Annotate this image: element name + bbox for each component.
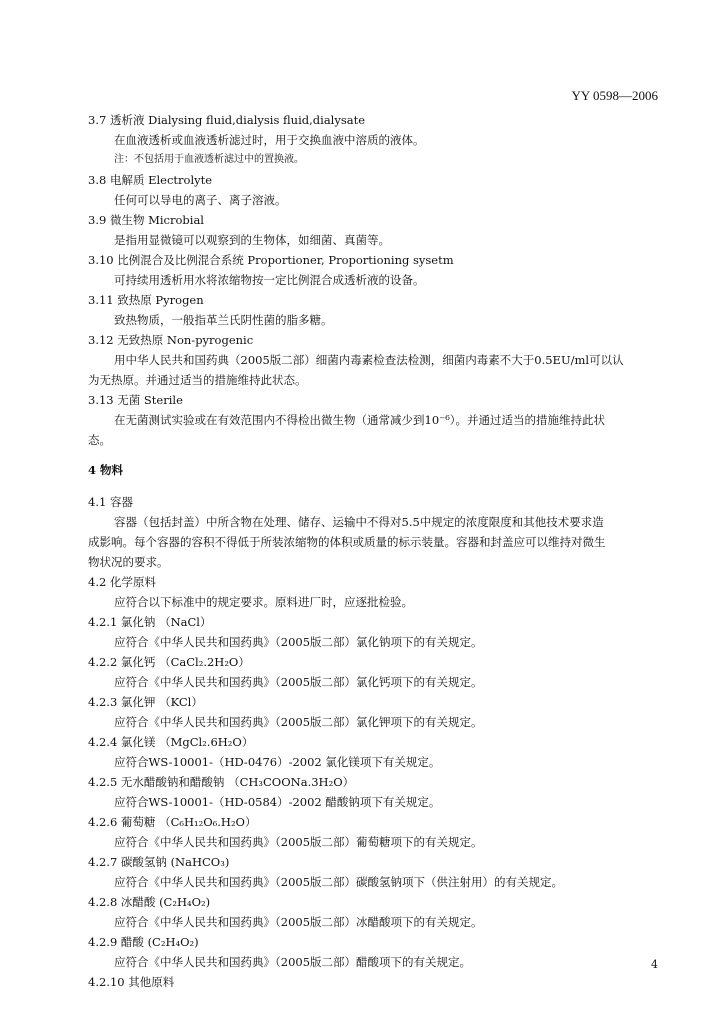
clause-text: 应符合以下标准中的规定要求。原料进厂时，应逐批检验。 (114, 595, 413, 609)
term-heading: 3.8 电解质 Electrolyte (88, 173, 213, 187)
clause-text-cont: 物状况的要求。 (88, 555, 169, 569)
material-heading: 4.2.10 其他原料 (88, 975, 175, 989)
term-note: 注：不包括用于血液透析滤过中的置换液。 (114, 154, 304, 165)
material-requirement: 应符合《中华人民共和国药典》（2005版二部）碳酸氢钠项下（供注射用）的有关规定。 (114, 875, 564, 889)
term-heading: 3.13 无菌 Sterile (88, 393, 183, 407)
material-requirement: 应符合《中华人民共和国药典》（2005版二部）氯化钙项下的有关规定。 (114, 675, 483, 689)
term-definition: 在血液透析或血液透析滤过时，用于交换血液中溶质的液体。 (114, 133, 425, 147)
term-heading: 3.12 无致热原 Non-pyrogenic (88, 333, 254, 347)
clause-heading: 4.1 容器 (88, 495, 133, 509)
material-heading: 4.2.6 葡萄糖 （C₆H₁₂O₆.H₂O） (88, 815, 257, 829)
term-definition: 是指用显微镜可以观察到的生物体，如细菌、真菌等。 (114, 233, 390, 247)
section-title: 4 物料 (88, 463, 124, 477)
term-heading: 3.7 透析液 Dialysing fluid,dialysis fluid,dialysate (88, 113, 366, 127)
term-definition: 可持续用透析用水将浓缩物按一定比例混合成透析液的设备。 (114, 273, 425, 287)
clause-heading: 4.2 化学原料 (88, 575, 156, 589)
standard-number: YY 0598—2006 (571, 88, 658, 103)
term-definition-cont: 态。 (88, 433, 111, 447)
document-body (88, 110, 658, 992)
material-requirement: 应符合《中华人民共和国药典》（2005版二部）氯化钾项下的有关规定。 (114, 715, 483, 729)
term-definition: 用中华人民共和国药典（2005版二部）细菌内毒素检查法检测，细菌内毒素不大于0.5EU/ml可以认 (114, 353, 624, 367)
term-definition-cont: 为无热原。并通过适当的措施维持此状态。 (88, 373, 307, 387)
clause-text: 容器（包括封盖）中所含物在处理、储存、运输中不得对5.5中规定的浓度限度和其他技术要求造 (114, 515, 604, 529)
material-heading: 4.2.9 醋酸 (C₂H₄O₂) (88, 935, 199, 949)
material-heading: 4.2.2 氯化钙 （CaCl₂.2H₂O） (88, 655, 250, 669)
term-heading: 3.9 微生物 Microbial (88, 213, 204, 227)
material-heading: 4.2.3 氯化钾 （KCl） (88, 695, 203, 709)
material-requirement: 应符合《中华人民共和国药典》（2005版二部）冰醋酸项下的有关规定。 (114, 915, 483, 929)
term-definition: 致热物质，一般指革兰氏阴性菌的脂多糖。 (114, 313, 333, 327)
term-heading: 3.11 致热原 Pyrogen (88, 293, 204, 307)
page-number: 4 (651, 958, 658, 971)
material-heading: 4.2.1 氯化钠 （NaCl） (88, 615, 212, 629)
clause-text-cont: 成影响。每个容器的容积不得低于所装浓缩物的体积或质量的标示装量。容器和封盖应可以维持对微生 (88, 535, 606, 549)
material-heading: 4.2.7 碳酸氢钠 (NaHCO₃) (88, 855, 230, 869)
term-definition: 在无菌测试实验或在有效范围内不得检出微生物（通常减少到10⁻⁶）。并通过适当的措施维持此状 (114, 413, 606, 427)
material-heading: 4.2.8 冰醋酸 (C₂H₄O₂) (88, 895, 211, 909)
term-heading: 3.10 比例混合及比例混合系统 Proportioner, Proportioning sysetm (88, 253, 454, 267)
material-heading: 4.2.5 无水醋酸钠和醋酸钠 （CH₃COONa.3H₂O） (88, 775, 355, 789)
material-requirement: 应符合WS-10001-（HD-0476）-2002 氯化镁项下有关规定。 (114, 755, 441, 769)
term-definition: 任何可以导电的离子、离子溶液。 (114, 193, 287, 207)
material-requirement: 应符合《中华人民共和国药典》（2005版二部）醋酸项下的有关规定。 (114, 955, 472, 969)
material-requirement: 应符合WS-10001-（HD-0584）-2002 醋酸钠项下有关规定。 (114, 795, 441, 809)
material-requirement: 应符合《中华人民共和国药典》（2005版二部）葡萄糖项下的有关规定。 (114, 835, 483, 849)
material-requirement: 应符合《中华人民共和国药典》（2005版二部）氯化钠项下的有关规定。 (114, 635, 483, 649)
material-heading: 4.2.4 氯化镁 （MgCl₂.6H₂O） (88, 735, 254, 749)
